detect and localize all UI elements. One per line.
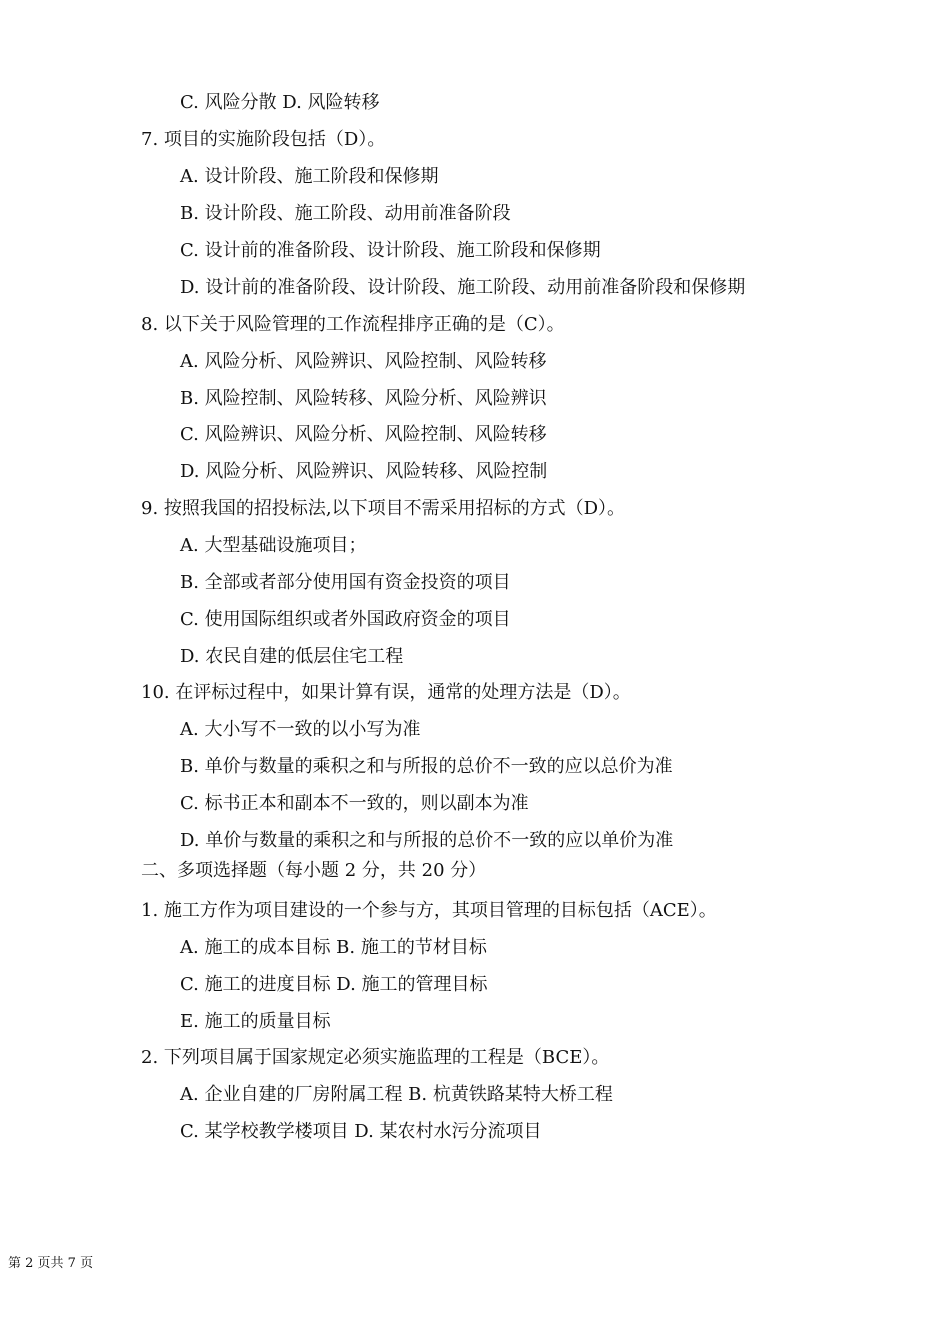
option-line: B. 设计阶段、施工阶段、动用前准备阶段 [180,203,511,224]
option-line: C. 施工的进度目标 D. 施工的管理目标 [180,974,488,995]
option-line: B. 风险控制、风险转移、风险分析、风险辨识 [180,388,547,409]
option-line: A. 大小写不一致的以小写为准 [180,719,421,740]
page-footer: 第 2 页共 7 页 [8,1256,94,1271]
question-m2: 2. 下列项目属于国家规定必须实施监理的工程是（BCE）。 [141,1047,610,1068]
option-line: C. 风险分散 D. 风险转移 [180,92,380,113]
option-line: B. 单价与数量的乘积之和与所报的总价不一致的应以总价为准 [180,756,673,777]
option-line: C. 标书正本和副本不一致的，则以副本为准 [180,793,529,814]
option-line: C. 某学校教学楼项目 D. 某农村水污分流项目 [180,1121,542,1142]
option-line: C. 设计前的准备阶段、设计阶段、施工阶段和保修期 [180,240,601,261]
option-line: D. 风险分析、风险辨识、风险转移、风险控制 [180,461,548,482]
question-m1: 1. 施工方作为项目建设的一个参与方，其项目管理的目标包括（ACE）。 [141,900,717,921]
option-line: A. 大型基础设施项目； [180,535,367,556]
option-line: E. 施工的质量目标 [180,1011,331,1032]
option-line: B. 全部或者部分使用国有资金投资的项目 [180,572,511,593]
option-line: D. 单价与数量的乘积之和与所报的总价不一致的应以单价为准 [180,830,674,851]
question-9: 9. 按照我国的招投标法,以下项目不需采用招标的方式（D）。 [141,498,626,519]
option-line: C. 风险辨识、风险分析、风险控制、风险转移 [180,424,547,445]
option-line: D. 农民自建的低层住宅工程 [180,646,404,667]
question-7: 7. 项目的实施阶段包括（D）。 [141,129,386,150]
option-line: A. 施工的成本目标 B. 施工的节材目标 [180,937,487,958]
option-line: A. 企业自建的厂房附属工程 B. 杭黄铁路某特大桥工程 [180,1084,613,1105]
question-10: 10. 在评标过程中，如果计算有误，通常的处理方法是（D）。 [141,682,631,703]
option-line: A. 风险分析、风险辨识、风险控制、风险转移 [180,351,547,372]
option-line: C. 使用国际组织或者外国政府资金的项目 [180,609,511,630]
option-line: D. 设计前的准备阶段、设计阶段、施工阶段、动用前准备阶段和保修期 [180,277,746,298]
question-8: 8. 以下关于风险管理的工作流程排序正确的是（C）。 [141,314,565,335]
section-heading: 二、多项选择题（每小题 2 分，共 20 分） [141,860,487,881]
option-line: A. 设计阶段、施工阶段和保修期 [180,166,439,187]
